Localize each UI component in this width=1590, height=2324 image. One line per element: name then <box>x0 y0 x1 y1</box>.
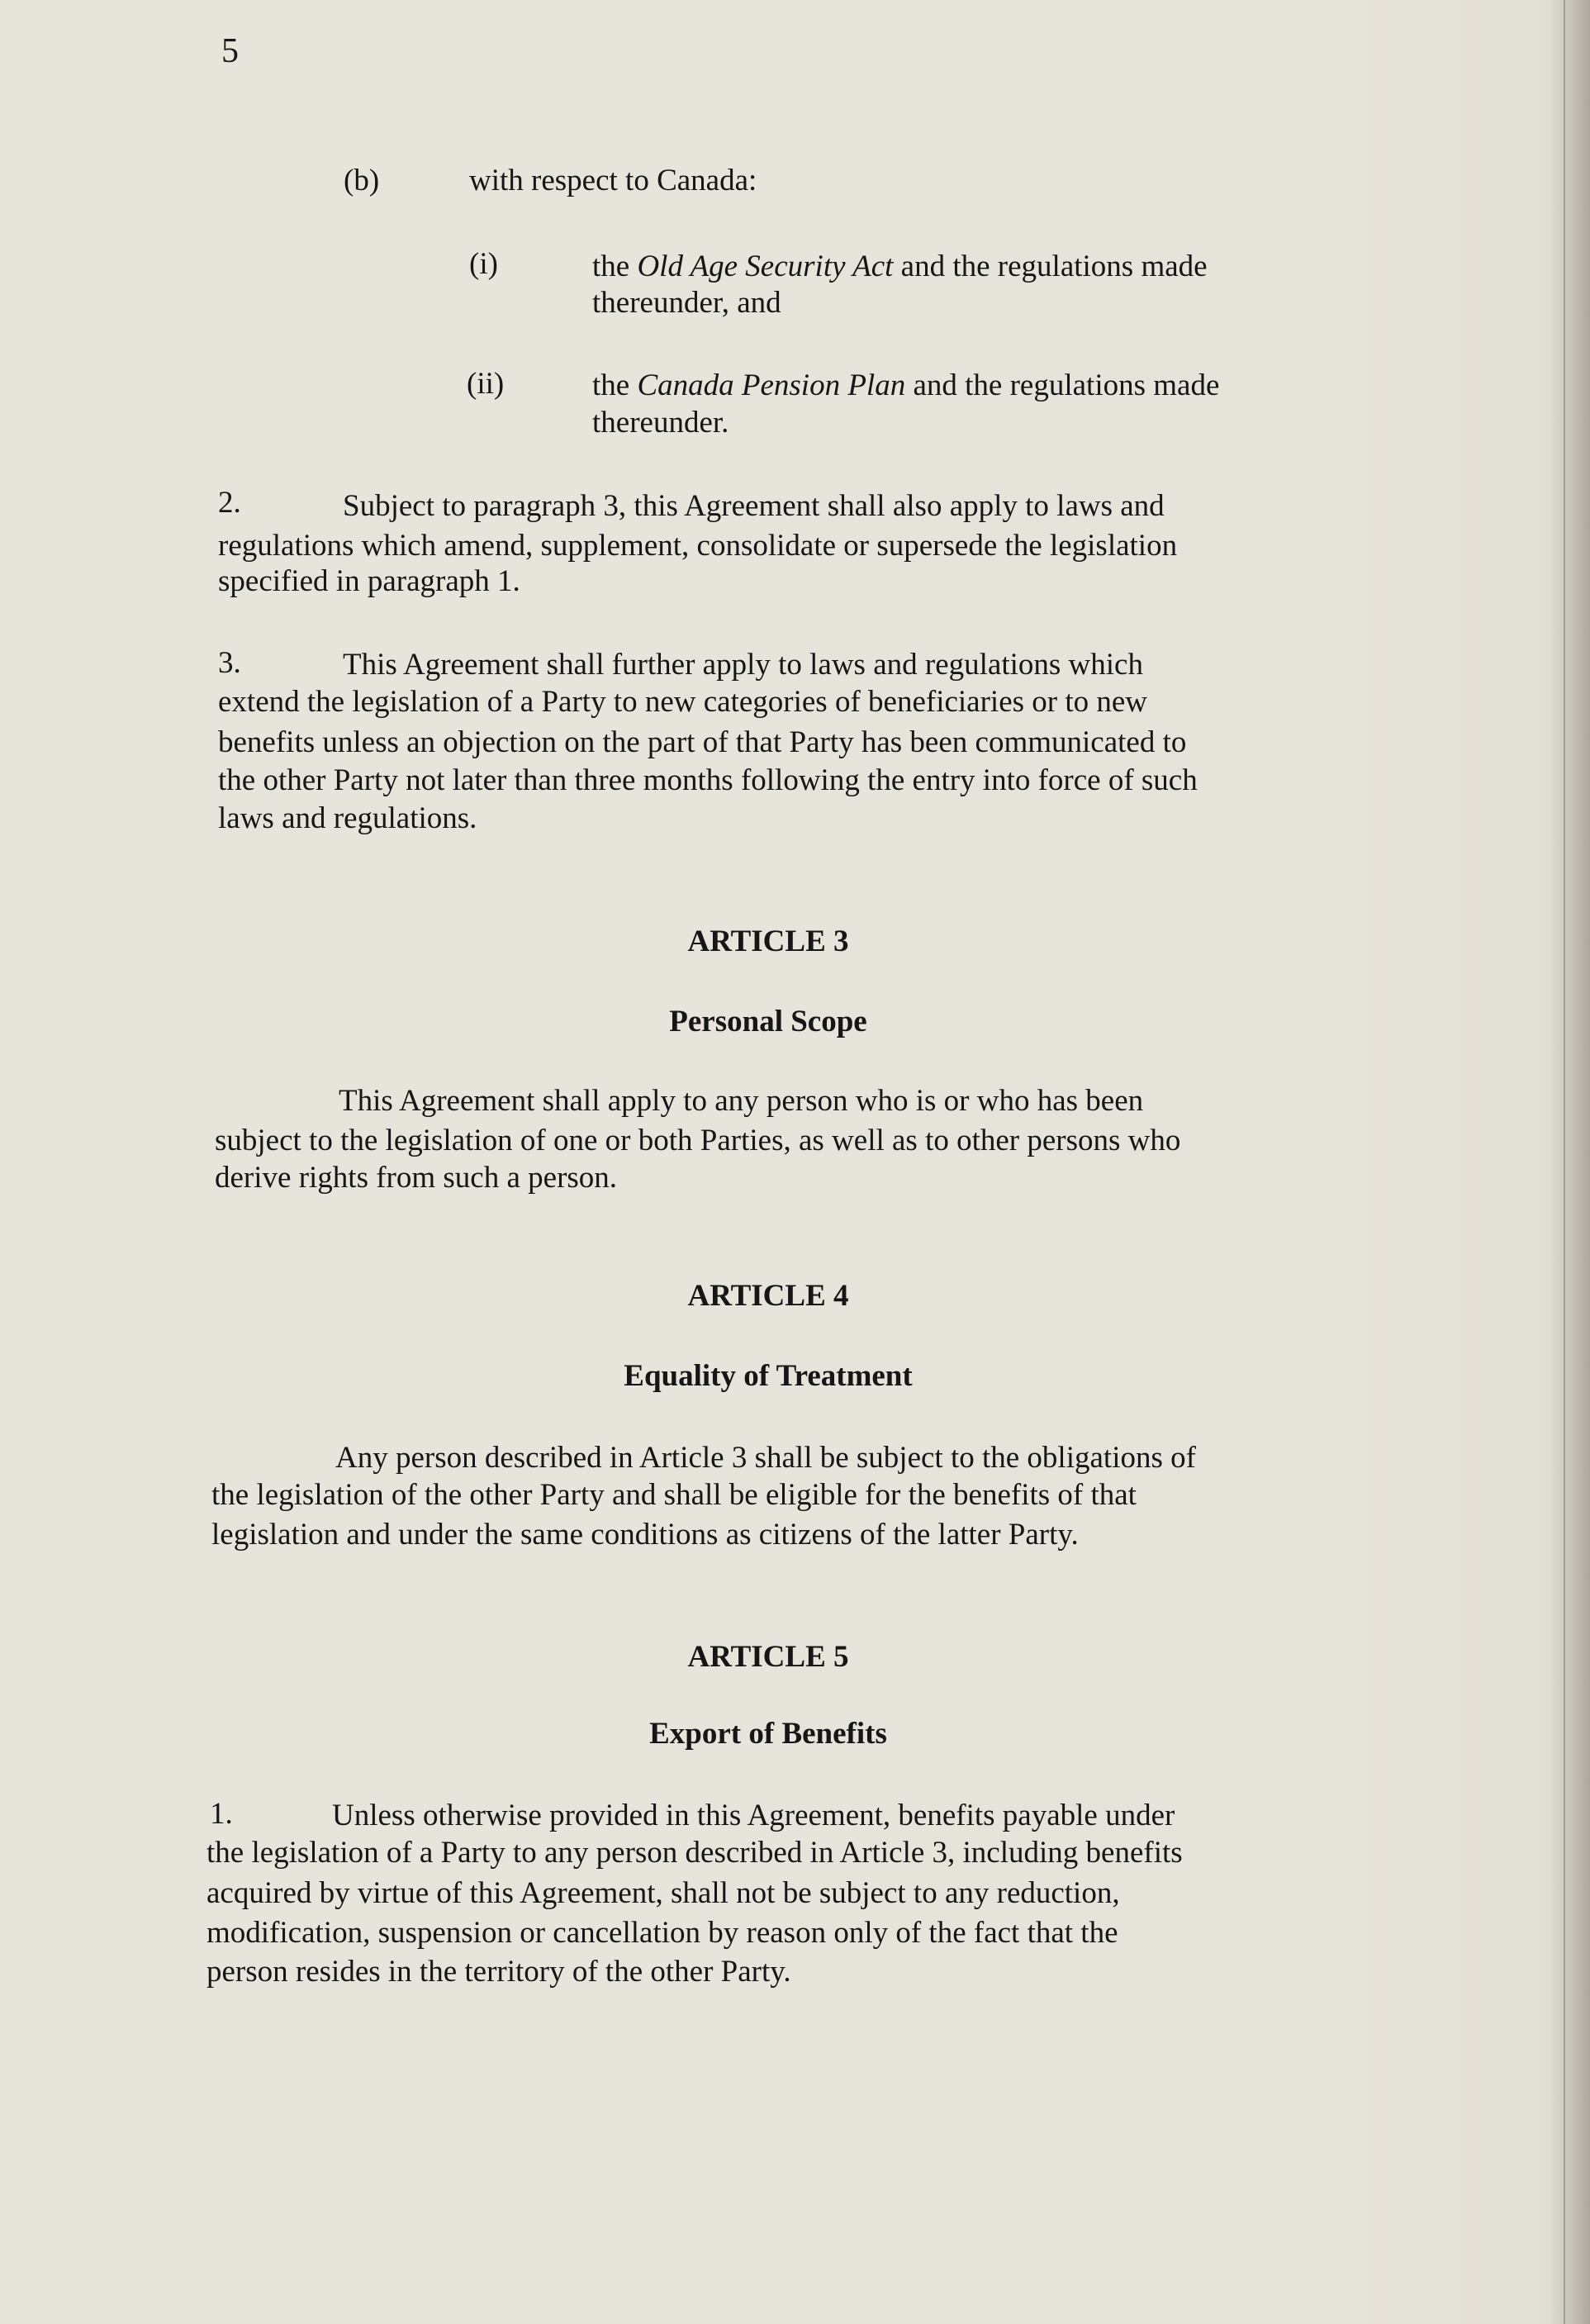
article5-line-1: Unless otherwise provided in this Agreement, benefits payable under <box>332 1799 1175 1832</box>
article5-heading: ARTICLE 5 <box>687 1640 849 1674</box>
article4-line-3: legislation and under the same conditions as citizens of the latter Party. <box>211 1518 1079 1552</box>
article5-line-3: acquired by virtue of this Agreement, shall not be subject to any reduction, <box>206 1876 1120 1910</box>
sub-item-ii-pre: the <box>592 368 638 402</box>
para2-line-1: Subject to paragraph 3, this Agreement shall also apply to laws and <box>343 489 1165 523</box>
para3-line-3: benefits unless an objection on the part of that Party has been communicated to <box>218 725 1187 759</box>
sub-item-i-pre: the <box>592 250 638 283</box>
para2-line-3: specified in paragraph 1. <box>218 564 520 598</box>
article3-subheading: Personal Scope <box>669 1005 867 1038</box>
article3-line-2: subject to the legislation of one or both Parties, as well as to other persons who <box>215 1124 1181 1157</box>
article3-heading: ARTICLE 3 <box>687 924 849 958</box>
para3-line-1: This Agreement shall further apply to laws and regulations which <box>343 648 1143 682</box>
article4-line-1: Any person described in Article 3 shall be subject to the obligations of <box>335 1441 1196 1475</box>
sub-item-ii-line1 <box>592 366 1219 405</box>
sub-item-ii-label: (ii) <box>467 367 505 401</box>
para3-line-2: extend the legislation of a Party to new categories of beneficiaries or to new <box>218 685 1148 719</box>
article4-line-2: the legislation of the other Party and shall be eligible for the benefits of that <box>211 1478 1137 1512</box>
page-edge-line <box>1564 0 1565 2324</box>
article5-line-5: person resides in the territory of the other Party. <box>206 1955 791 1989</box>
article4-subheading: Equality of Treatment <box>624 1359 913 1393</box>
article5-subheading: Export of Benefits <box>649 1717 887 1751</box>
para2-line-2: regulations which amend, supplement, consolidate or supersede the legislation <box>218 529 1178 563</box>
article3-line-1: This Agreement shall apply to any person who is or who has been <box>339 1084 1144 1118</box>
article3-line-3: derive rights from such a person. <box>215 1161 618 1195</box>
sub-item-ii-line2: thereunder. <box>592 406 729 440</box>
sub-item-i-label: (i) <box>469 247 498 281</box>
para2-number: 2. <box>218 486 241 520</box>
sub-item-i-line1 <box>592 247 1208 286</box>
sub-item-ii-post: and the regulations made <box>905 368 1220 402</box>
article5-para1-number: 1. <box>210 1797 233 1831</box>
sub-item-i-act-title: Old Age Security Act <box>637 250 894 283</box>
para3-line-4: the other Party not later than three months following the entry into force of such <box>218 763 1198 797</box>
article5-line-4: modification, suspension or cancellation by reason only of the fact that the <box>206 1916 1118 1950</box>
sub-item-ii-plan-title: Canada Pension Plan <box>637 368 906 402</box>
para3-line-5: laws and regulations. <box>218 801 477 835</box>
article4-heading: ARTICLE 4 <box>687 1279 849 1313</box>
page-edge-shadow <box>1550 0 1590 2324</box>
sub-item-i-post: and the regulations made <box>893 250 1208 283</box>
para3-number: 3. <box>218 646 241 680</box>
item-b-label: (b) <box>344 164 380 197</box>
page-number: 5 <box>221 32 239 70</box>
sub-item-i-line2: thereunder, and <box>592 286 781 320</box>
item-b-text: with respect to Canada: <box>469 164 757 197</box>
article5-line-2: the legislation of a Party to any person described in Article 3, including benefits <box>206 1836 1183 1870</box>
